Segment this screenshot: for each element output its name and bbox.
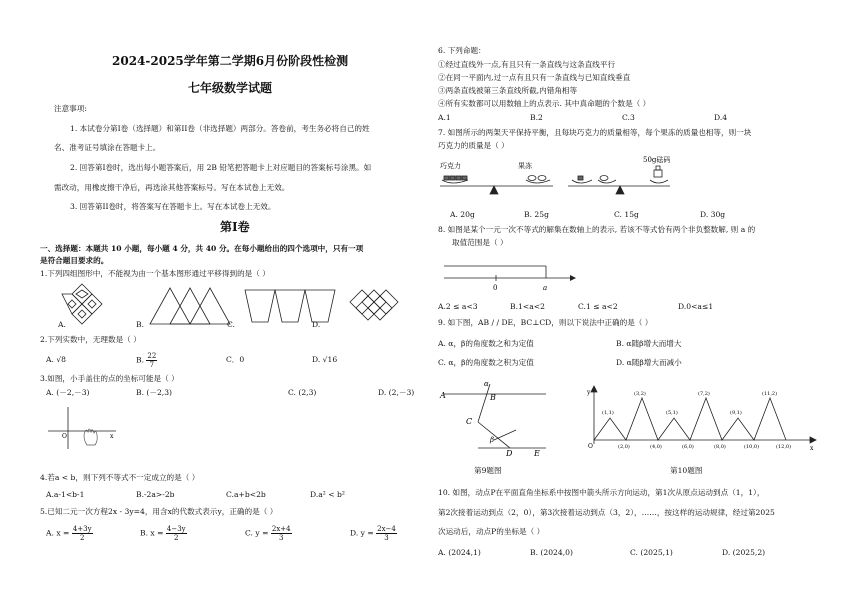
notice-line-1: 1. 本试卷分第I卷（选择题）和第II卷（非选择题）两部分。答卷前，考生务必将自己的姓 — [70, 124, 370, 133]
q9-option-b: B. α随β增大而增大 — [616, 339, 682, 348]
q10-point-label: (7,2) — [698, 391, 710, 397]
q5-option-a: A. x = $\frac{4+3y}{2}$ — [46, 525, 92, 542]
q10-option-c: C. (2025,1) — [630, 548, 673, 557]
q10-option-a: A. (2024,1) — [438, 548, 481, 557]
q8-option-b: B.1<a<2 — [510, 302, 545, 311]
q7-option-d: D. 30g — [700, 210, 726, 219]
q7-label-jelly: 果冻 — [518, 162, 532, 170]
q10-axis-y: y — [587, 389, 591, 396]
q10-option-b: B. (2024,0) — [530, 548, 573, 557]
q10-caption: 第10题图 — [670, 466, 703, 475]
q3-option-d: D. (2,－3) — [378, 388, 415, 397]
q7-option-c: C. 15g — [614, 210, 639, 219]
q10-point-label: (5,1) — [666, 410, 678, 416]
q8-option-d: D.0<a≤1 — [678, 302, 714, 311]
q5-stem: 5.已知二元一次方程2x - 3y=4，用含x的代数式表示y，正确的是（ ） — [40, 507, 278, 516]
q1-option-c: C. — [227, 320, 235, 329]
exam-subtitle: 七年级数学试题 — [188, 81, 273, 95]
q3-axis-x: x — [110, 433, 114, 440]
q9-label-c: C — [466, 417, 473, 426]
q9-option-c: C. α，β的角度数之积为定值 — [438, 358, 534, 367]
q9-option-d: D. α随β增大而减小 — [616, 358, 682, 367]
q6-option-a: A.1 — [438, 113, 451, 122]
section-one-line-1: 一、选择题：本题共 10 小题，每小题 4 分，共 40 分。在每小题给出的四个选项中，只有一项 — [40, 244, 364, 253]
q10-point-label: (1,1) — [602, 410, 614, 416]
q6-item-2: ②在同一平面内,过一点有且只有一条直线与已知直线垂直 — [438, 73, 631, 82]
q2-option-d: D. √16 — [312, 355, 338, 364]
q6-item-3: ③两条直线被第三条直线所截,内错角相等 — [438, 86, 578, 95]
q10-point-label: (6,0) — [682, 444, 694, 450]
q1-option-d: D. — [312, 320, 321, 329]
q1-option-b: B. — [136, 320, 144, 329]
section-one-line-2: 是符合题目要求的。 — [40, 256, 109, 265]
q10-point-label: (10,0) — [744, 444, 760, 450]
q5-option-b: B. x = $\frac{4-3y}{2}$ — [140, 525, 186, 542]
q10-point-label: (8,0) — [714, 444, 726, 450]
q8-option-c: C.1 ≤ a<2 — [578, 302, 618, 311]
q10-stem-line-1: 10. 如图，动点P在平面直角坐标系中按图中箭头所示方向运动，第1次从原点运动到点（1，1）， — [438, 488, 765, 497]
balance-right — [568, 166, 670, 194]
q7-stem-line-2: 巧克力的质量是（ ） — [438, 141, 509, 150]
q3-option-c: C. (2,3) — [288, 388, 317, 397]
balance-left — [440, 176, 553, 195]
q2-option-a-value: √8 — [56, 355, 66, 364]
q1-figure-a — [62, 284, 102, 324]
q4-stem: 4.若a < b，则下列不等式不一定成立的是（ ） — [40, 473, 200, 482]
q1-stem: 1.下列四组图形中，不能视为由一个基本图形通过平移得到的是（ ） — [40, 269, 270, 278]
q3-figure — [40, 405, 120, 450]
q9-figure — [438, 378, 568, 458]
q6-option-b: B.2 — [530, 113, 543, 122]
q10-point-label: (3,2) — [634, 391, 646, 397]
q10-point-label: (11,2) — [762, 391, 778, 397]
notice-line-2: 名、准考证号填涂在答题卡上。 — [54, 143, 161, 152]
q4-option-b: B.-2a>-2b — [136, 490, 175, 499]
q4-option-d: D.a² < b² — [310, 490, 345, 499]
q1-figure-d — [350, 290, 398, 320]
q9-label-b: B — [490, 393, 496, 402]
q1-figure-b — [150, 288, 230, 324]
q10-stem-line-2: 第2次接着运动到点（2，0），第3次接着运动到点（3，2），……，按这样的运动规律，经过第2025 — [438, 508, 775, 517]
q10-stem-line-3: 次运动后，动点P的坐标是（ ） — [438, 527, 545, 536]
q8-tick-0: 0 — [493, 284, 498, 292]
q9-label-alpha: α — [484, 380, 489, 388]
q9-label-a: A — [440, 391, 446, 400]
q9-label-d: D — [506, 449, 513, 458]
q9-stem: 9. 如下图，AB / / DE，BC⊥CD，则以下说法中正确的是（ ） — [438, 318, 653, 327]
q3-option-b: B. (－2,3) — [136, 388, 173, 397]
notice-label: 注意事项: — [54, 104, 87, 113]
q6-item-1: ①经过直线外一点,有且只有一条直线与这条直线平行 — [438, 60, 616, 69]
q2-stem: 2.下列实数中，无理数是（ ） — [40, 335, 141, 344]
q1-option-a: A. — [58, 320, 66, 329]
q10-figure — [588, 386, 818, 452]
q4-option-a: A.a-1<b-1 — [46, 490, 85, 499]
q8-stem-line-1: 8. 如图是某个一元一次不等式的解集在数轴上的表示, 若该不等式恰有两个非负整数解, 则 a 的 — [438, 225, 756, 234]
q10-axis-origin: O — [588, 443, 593, 450]
q6-option-d: D.4 — [714, 113, 728, 122]
q8-tick-a: a — [543, 284, 548, 292]
q7-label-weight: 50g砝码 — [643, 156, 671, 164]
q2-option-d-value: √16 — [322, 355, 338, 364]
q1-figure-c — [245, 290, 335, 322]
q8-stem-line-2: 取值范围是（ ） — [452, 238, 508, 247]
q2-option-a: A. √8 — [46, 355, 66, 364]
q3-option-a: A. (－2,－3) — [46, 388, 90, 397]
q9-label-beta: β — [490, 436, 495, 444]
notice-line-3: 2. 回答第I卷时，选出每小题答案后，用 2B 铅笔把答题卡上对应题目的答案标号涂黑。如 — [70, 163, 372, 172]
q9-caption: 第9题图 — [474, 466, 502, 475]
q9-option-a: A. α，β的角度数之和为定值 — [438, 339, 534, 348]
q2-option-c: C．0 — [226, 355, 245, 364]
q10-point-label: (12,0) — [776, 444, 792, 450]
q6-item-4: ④所有实数都可以用数轴上的点表示. 其中真命题的个数是（ ） — [438, 99, 651, 108]
q7-label-chocolate: 巧克力 — [440, 162, 461, 170]
part-one-title: 第I卷 — [220, 220, 250, 234]
q5-option-d: D. y = $\frac{2x-4}{3}$ — [350, 525, 396, 542]
q3-axis-origin: O — [62, 433, 67, 440]
q6-stem: 6. 下列命题： — [438, 46, 486, 55]
notice-line-4: 需改动，用橡皮擦干净后，再选涂其他答案标号。写在本试卷上无效。 — [54, 183, 290, 192]
q10-point-label: (9,1) — [730, 410, 742, 416]
q2-option-b: B. $\frac{22}{7}$ — [136, 352, 157, 369]
q7-balance-figure — [438, 152, 838, 202]
q10-axis-x: x — [810, 445, 814, 452]
q8-number-line — [438, 258, 578, 298]
q3-stem: 3.如图，小手盖住的点的坐标可能是（ ） — [40, 374, 179, 383]
q7-option-b: B. 25g — [524, 210, 549, 219]
exam-title: 2024-2025学年第二学期6月份阶段性检测 — [112, 54, 349, 68]
q4-option-c: C.a+b<2b — [226, 490, 266, 499]
notice-line-5: 3. 回答第II卷时，将答案写在答题卡上。写在本试卷上无效。 — [70, 202, 276, 211]
q10-point-label: (2,0) — [618, 444, 630, 450]
q8-option-a: A.2 ≤ a<3 — [438, 302, 478, 311]
q10-point-label: (4,0) — [650, 444, 662, 450]
q1-figures — [40, 280, 430, 335]
q7-stem-line-1: 7. 如图所示的两架天平保持平衡，且每块巧克力的质量相等，每个果冻的质量也相等，则一块 — [438, 128, 752, 137]
q5-option-c: C. y = $\frac{2x+4}{3}$ — [245, 525, 291, 542]
q7-option-a: A. 20g — [450, 210, 475, 219]
q10-option-d: D. (2025,2) — [722, 548, 766, 557]
q6-option-c: C.3 — [622, 113, 635, 122]
q9-label-e: E — [534, 449, 540, 458]
